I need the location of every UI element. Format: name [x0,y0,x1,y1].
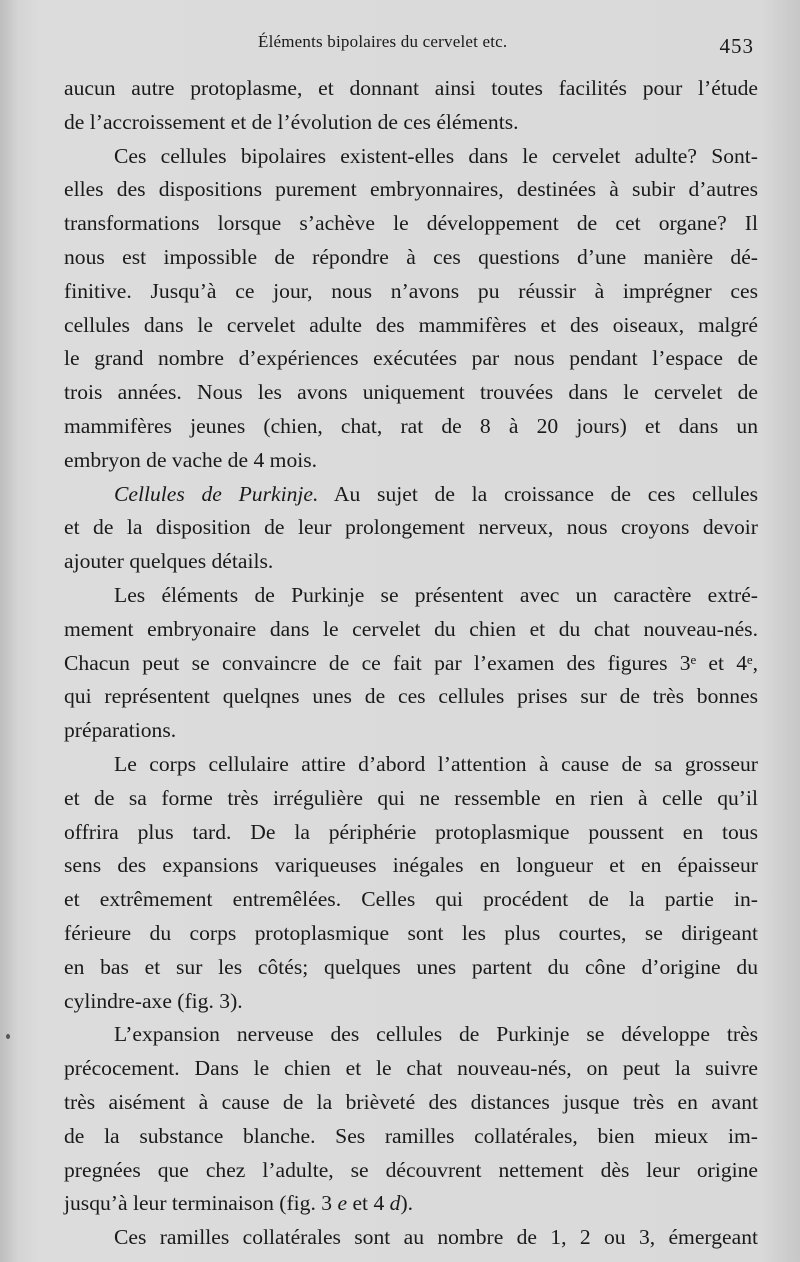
text-line: de l’accroissement et de l’évolution de ces éléments. [64,109,519,134]
text-line: précocement. Dans le chien et le chat nouveau-nés, on peut la suivre [64,1056,758,1081]
running-title: Éléments bipolaires du cervelet etc. [258,32,508,51]
text-line: le grand nombre d’expériences exécutées par nous pendant l’espace de [64,346,758,371]
text-line: et de sa forme très irrégulière qui ne ressemble en rien à celle qu’il [64,785,758,810]
text-line: de la substance blanche. Ses ramilles collatérales, bien mieux im- [64,1123,758,1148]
text-line: jusqu’à leur terminaison (fig. 3 e et 4 d). [64,1191,414,1216]
text-line: L’expansion nerveuse des cellules de Purkinje se développe très [114,1022,758,1047]
text-line: et extrêmement entremêlées. Celles qui procédent de la partie in- [64,887,758,912]
section-heading-line: Cellules de Purkinje. Au sujet de la croissance de ces cellules [114,481,759,506]
text-line: elles des dispositions purement embryonnaires, destinées à subir d’autres [64,177,758,202]
text-line: nous est impossible de répondre à ces questions d’une manière dé- [64,244,758,269]
text-line: transformations lorsque s’achève le développement de cet organe? Il [64,211,758,236]
text-line: très aisément à cause de la brièveté des distances jusque très en avant [64,1089,758,1114]
text-line: finitive. Jusqu’à ce jour, nous n’avons pu réussir à imprégner ces [64,278,758,303]
text-line: aucun autre protoplasme, et donnant ainsi toutes facilités pour l’étude [64,76,758,100]
text-line: qui représentent quelqnes unes de ces cellules prises sur de très bonnes [64,684,758,709]
text-line: Les éléments de Purkinje se présentent avec un caractère extré- [114,582,758,607]
text-line: ajouter quelques détails. [64,549,274,574]
text-line: cylindre-axe (fig. 3). [64,988,243,1013]
text-line: férieure du corps protoplasmique sont les plus courtes, se dirigeant [64,920,758,945]
text-line: Chacun peut se convaincre de ce fait par l’examen des figures 3ᵉ et 4ᵉ, [64,650,758,675]
text-line: Ces cellules bipolaires existent-elles dans le cervelet adulte? Sont- [114,143,758,168]
text-line: mammifères jeunes (chien, chat, rat de 8 à 20 jours) et dans un [64,413,758,438]
text-line: préparations. [64,718,177,743]
text-line: pregnées que chez l’adulte, se découvrent nettement dès leur origine [64,1157,758,1182]
text-line: offrira plus tard. De la périphérie protoplasmique poussent en tous [64,819,758,844]
text-line: cellules dans le cervelet adulte des mammifères et des oiseaux, malgré [64,312,758,337]
text-line: mement embryonaire dans le cervelet du chien et du chat nouveau-nés. [64,616,758,641]
text-line: et de la disposition de leur prolongement nerveux, nous croyons devoir [64,515,758,540]
section-heading: Cellules de Purkinje. [114,481,319,506]
text-line: embryon de vache de 4 mois. [64,447,318,472]
page-number: 453 [719,34,754,58]
ink-speck [6,1034,10,1039]
text-line: en bas et sur les côtés; quelques unes partent du cône d’origine du [64,954,758,979]
text-line: Le corps cellulaire attire d’abord l’attention à cause de sa grosseur [114,751,758,776]
body-text [64,72,758,1255]
text-line: sens des expansions variqueuses inégales en longueur et en épaisseur [64,853,758,878]
text-line: trois années. Nous les avons uniquement trouvées dans le cervelet de [64,380,758,405]
page-header [62,30,760,60]
text-line: Ces ramilles collatérales sont au nombre de 1, 2 ou 3, émergeant [114,1225,758,1250]
